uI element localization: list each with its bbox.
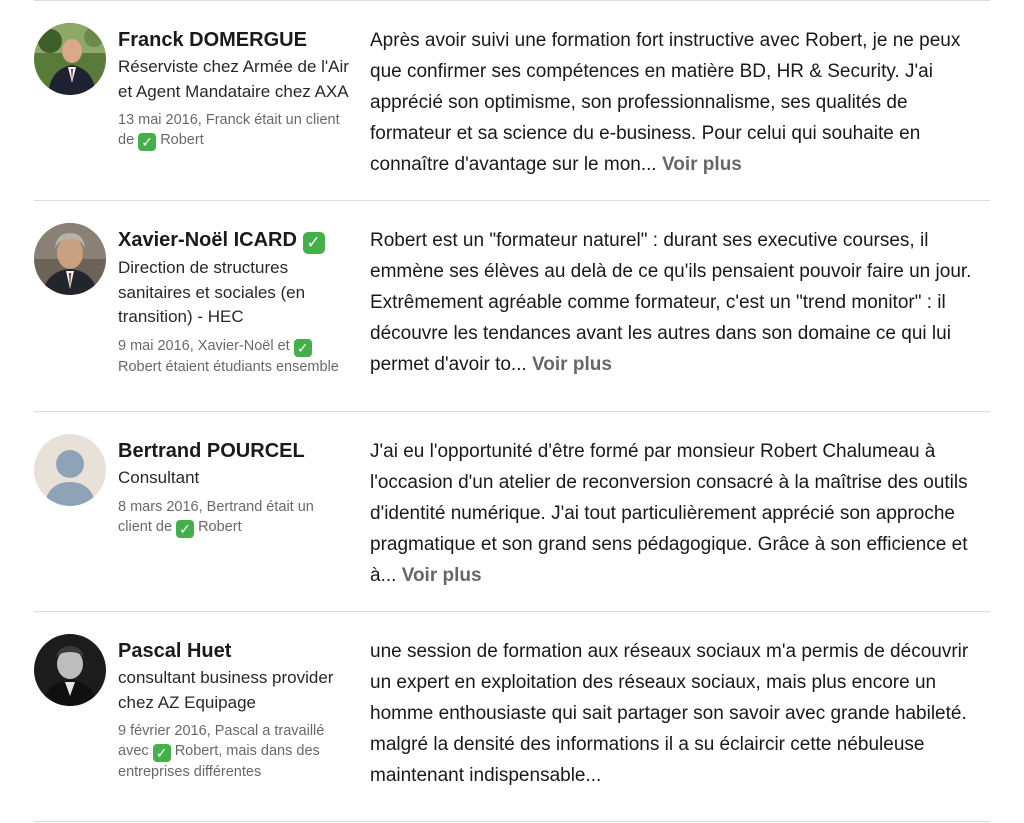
relationship-meta: 8 mars 2016, Bertrand était un client de ✓ Robert — [118, 498, 314, 537]
relationship-meta: 9 mai 2016, Xavier-Noël et ✓ Robert étaient étudiants ensemble — [118, 337, 339, 375]
avatar[interactable] — [34, 223, 106, 295]
check-icon: ✓ — [294, 339, 312, 357]
relationship-meta: 9 février 2016, Pascal a travaillé avec ✓ Robert, mais dans des entreprises différentes — [118, 723, 325, 780]
recommendation-text: une session de formation aux réseaux sociaux m'a permis de découvrir un expert en exploitation des réseaux sociaux, mais plus encore un homme enthousiaste qui sait partager son savoir avec grande habileté. malgré la densité des informations il a su éclaircir cette nébuleuse maintenant indispensable... — [370, 641, 969, 786]
recommendation-text: Robert est un "formateur naturel" : durant ses executive courses, il emmène ses élèves au delà de ce qu'ils pensaient pouvoir faire un jour. Extrêmement agréable comme formateur, c'est un "trend monitor" : il découvre les tendances avant les autres dans son domaine ce qui lui permet d'avoir to... Voir plus — [370, 230, 972, 375]
recommendation-item — [34, 612, 990, 822]
recommender-headline: Réserviste chez Armée de l'Air et Agent Mandataire chez AXA — [118, 57, 349, 101]
recommender-name[interactable]: Pascal Huet — [118, 640, 232, 662]
recommendation-item — [34, 412, 990, 612]
recommendation-text: J'ai eu l'opportunité d'être formé par monsieur Robert Chalumeau à l'occasion d'un atelier de reconversion consacré à la maîtrise des outils d'identité numérique. J'ai tout particulièrement apprécié son approche pragmatique et son grand sens pédagogique. Grâce à son efficience et à... Voir plus — [370, 441, 968, 586]
see-more-link[interactable]: Voir plus — [401, 565, 482, 586]
avatar[interactable] — [34, 23, 106, 95]
recommender-name[interactable]: Franck DOMERGUE — [118, 29, 307, 51]
recommender-name[interactable]: Xavier-Noël ICARD ✓ — [118, 227, 350, 254]
avatar[interactable] — [34, 434, 106, 506]
check-icon: ✓ — [303, 232, 325, 254]
check-icon: ✓ — [153, 744, 171, 762]
check-icon: ✓ — [138, 133, 156, 151]
recommender-name[interactable]: Bertrand POURCEL — [118, 440, 305, 462]
recommender-headline: Direction de structures sanitaires et sociales (en transition) - HEC — [118, 258, 306, 326]
recommendations-list — [34, 0, 990, 822]
avatar[interactable] — [34, 634, 106, 706]
recommendation-text: Après avoir suivi une formation fort instructive avec Robert, je ne peux que confirmer ses compétences en matière BD, HR & Security. J'ai apprécié son optimisme, son professionnalisme, ses qualités de formateur et sa science du e-business. Pour celui qui souhaite en connaître d'avantage sur le mon... Voir plus — [370, 30, 961, 175]
relationship-meta: 13 mai 2016, Franck était un client de ✓ Robert — [118, 112, 340, 150]
recommendation-item — [34, 201, 990, 412]
see-more-link[interactable]: Voir plus — [661, 154, 742, 175]
recommender-headline: consultant business provider chez AZ Equipage — [118, 668, 334, 712]
recommendation-item — [34, 0, 990, 201]
recommender-headline: Consultant — [118, 468, 200, 487]
see-more-link[interactable]: Voir plus — [532, 354, 612, 375]
check-icon: ✓ — [176, 520, 194, 538]
